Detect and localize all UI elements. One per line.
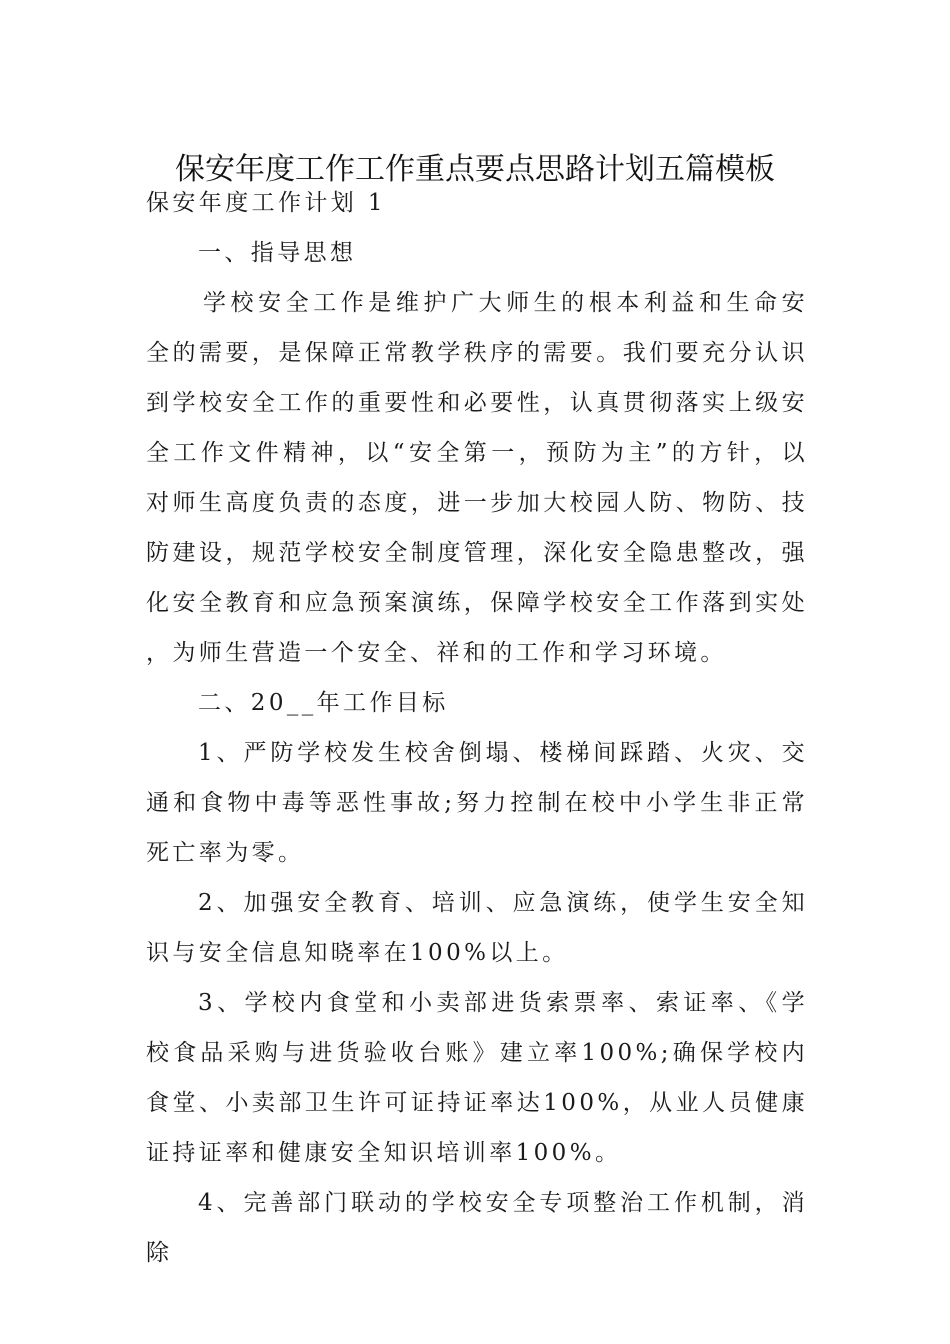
paragraph-guiding: 学校安全工作是维护广大师生的根本利益和生命安全的需要，是保障正常教学秩序的需要。我们要充分认识到学校安全工作的重要性和必要性，认真贯彻落实上级安全工作文件精神，以“安全第一，预防为主”的方针，以对师生高度负责的态度，进一步加大校园人防、物防、技防建设，规范学校安全制度管理，深化安全隐患整改，强化安全教育和应急预案演练，保障学校安全工作落到实处，为师生营造一个安全、祥和的工作和学习环境。 xyxy=(146,290,808,666)
paragraph-goal-2: 2、加强安全教育、培训、应急演练，使学生安全知识与安全信息知晓率在100%以上。 xyxy=(146,890,808,966)
document-title: 保安年度工作工作重点要点思路计划五篇模板 xyxy=(175,152,775,188)
section-heading-goals: 二、20__年工作目标 xyxy=(198,690,449,716)
plan-subtitle: 保安年度工作计划 1 xyxy=(146,190,386,216)
paragraph-goal-4: 4、完善部门联动的学校安全专项整治工作机制，消除 xyxy=(146,1190,808,1266)
document-body xyxy=(146,178,808,1278)
paragraph-goal-3: 3、学校内食堂和小卖部进货索票率、索证率、《学校食品采购与进货验收台账》建立率100%;确保学校内食堂、小卖部卫生许可证持证率达100%，从业人员健康证持证率和健康安全知识培训率100%。 xyxy=(146,990,808,1166)
paragraph-goal-1: 1、严防学校发生校舍倒塌、楼梯间踩踏、火灾、交通和食物中毒等恶性事故;努力控制在校中小学生非正常死亡率为零。 xyxy=(146,740,808,866)
section-heading-guiding: 一、指导思想 xyxy=(198,240,357,266)
